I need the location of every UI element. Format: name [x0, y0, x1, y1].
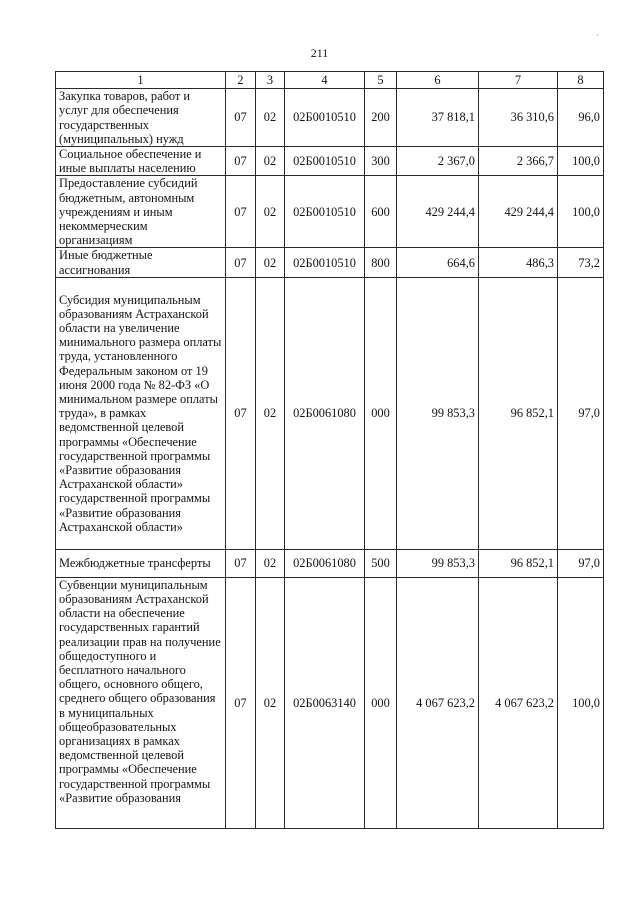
row-name: Предоставление субсидий бюджетным, автономным учреждениям и иным некоммерческим организациям	[56, 176, 226, 248]
column-number: 6	[397, 72, 479, 89]
expense-type-code: 800	[365, 248, 397, 277]
executed-amount: 4 067 623,2	[479, 577, 558, 828]
column-number: 7	[479, 72, 558, 89]
column-number: 5	[365, 72, 397, 89]
row-name: Иные бюджетные ассигнования	[56, 248, 226, 277]
row-name: Социальное обеспечение и иные выплаты населению	[56, 147, 226, 176]
section-code: 07	[226, 89, 256, 147]
section-code: 07	[226, 277, 256, 549]
execution-percent: 100,0	[558, 147, 604, 176]
expense-type-code: 200	[365, 89, 397, 147]
planned-amount: 99 853,3	[397, 549, 479, 577]
expense-type-code: 000	[365, 277, 397, 549]
table-row	[56, 89, 604, 147]
target-code: 02Б0061080	[285, 549, 365, 577]
subsection-code: 02	[256, 248, 285, 277]
table-row	[56, 577, 604, 828]
column-number: 1	[56, 72, 226, 89]
planned-amount: 664,6	[397, 248, 479, 277]
table-row	[56, 176, 604, 248]
section-code: 07	[226, 577, 256, 828]
row-name: Межбюджетные трансферты	[56, 549, 226, 577]
target-code: 02Б0010510	[285, 89, 365, 147]
planned-amount: 99 853,3	[397, 277, 479, 549]
target-code: 02Б0010510	[285, 248, 365, 277]
target-code: 02Б0010510	[285, 176, 365, 248]
row-name: Субвенции муниципальным образованиям Астраханской области на обеспечение государственных гарантий реализации прав на получение общедоступного и бесплатного начального общего, основного общего, среднего общего образования в муниципальных общеобразовательных организациях в рамках ведомственной целевой программы «Обеспечение государственной программы «Развитие образования	[56, 577, 226, 828]
section-code: 07	[226, 248, 256, 277]
row-name: Субсидия муниципальным образованиям Астраханской области на увеличение минимального размера оплаты труда, установленного Федеральным законом от 19 июня 2000 года № 82-ФЗ «О минимальном размере оплаты труда», в рамках ведомственной целевой программы «Обеспечение государственной программы «Развитие образования Астраханской области» государственной программы «Развитие образования Астраханской области»	[56, 277, 226, 549]
target-code: 02Б0063140	[285, 577, 365, 828]
subsection-code: 02	[256, 89, 285, 147]
budget-table	[55, 71, 604, 829]
row-name: Закупка товаров, работ и услуг для обеспечения государственных (муниципальных) нужд	[56, 89, 226, 147]
subsection-code: 02	[256, 577, 285, 828]
expense-type-code: 000	[365, 577, 397, 828]
section-code: 07	[226, 176, 256, 248]
planned-amount: 37 818,1	[397, 89, 479, 147]
executed-amount: 429 244,4	[479, 176, 558, 248]
column-number: 8	[558, 72, 604, 89]
column-number: 2	[226, 72, 256, 89]
subsection-code: 02	[256, 277, 285, 549]
planned-amount: 4 067 623,2	[397, 577, 479, 828]
section-code: 07	[226, 549, 256, 577]
column-number: 4	[285, 72, 365, 89]
executed-amount: 96 852,1	[479, 277, 558, 549]
planned-amount: 2 367,0	[397, 147, 479, 176]
expense-type-code: 500	[365, 549, 397, 577]
subsection-code: 02	[256, 176, 285, 248]
section-code: 07	[226, 147, 256, 176]
executed-amount: 486,3	[479, 248, 558, 277]
planned-amount: 429 244,4	[397, 176, 479, 248]
column-number: 3	[256, 72, 285, 89]
executed-amount: 2 366,7	[479, 147, 558, 176]
column-number-row	[56, 72, 604, 89]
table-row	[56, 147, 604, 176]
scan-mark: ·	[596, 30, 599, 40]
expense-type-code: 600	[365, 176, 397, 248]
execution-percent: 96,0	[558, 89, 604, 147]
table-row	[56, 549, 604, 577]
executed-amount: 96 852,1	[479, 549, 558, 577]
target-code: 02Б0061080	[285, 277, 365, 549]
page-number: 211	[310, 46, 329, 60]
table-row	[56, 277, 604, 549]
execution-percent: 100,0	[558, 577, 604, 828]
execution-percent: 97,0	[558, 549, 604, 577]
target-code: 02Б0010510	[285, 147, 365, 176]
expense-type-code: 300	[365, 147, 397, 176]
execution-percent: 73,2	[558, 248, 604, 277]
table-row	[56, 248, 604, 277]
executed-amount: 36 310,6	[479, 89, 558, 147]
execution-percent: 100,0	[558, 176, 604, 248]
subsection-code: 02	[256, 147, 285, 176]
subsection-code: 02	[256, 549, 285, 577]
execution-percent: 97,0	[558, 277, 604, 549]
